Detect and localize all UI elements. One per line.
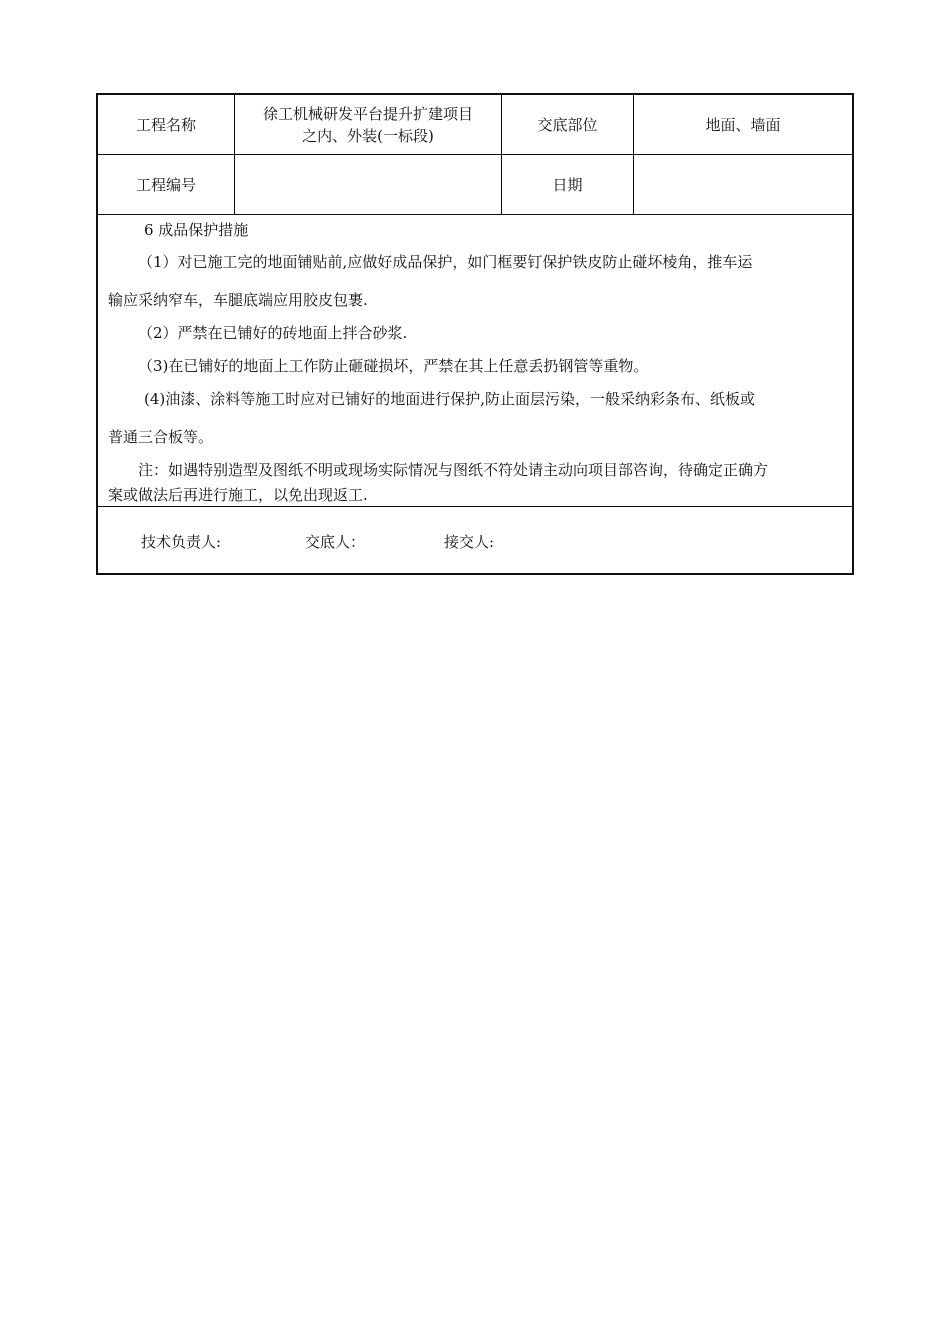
- disclosure-form-table: [96, 93, 854, 575]
- project-name-value: [235, 95, 502, 154]
- item4-line2: 普通三合板等。: [108, 428, 214, 446]
- date-value: [634, 155, 852, 214]
- item1-line1: （1）对已施工完的地面铺贴前,应做好成品保护，如门框要钉保护铁皮防止碰坏棱角，推车运: [138, 253, 753, 271]
- item4-line1: (4)油漆、涂料等施工时应对已铺好的地面进行保护,防止面层污染，一般采纳彩条布、纸板或: [144, 390, 756, 408]
- location-label: 交底部位: [502, 95, 634, 154]
- note-line1: 注：如遇特别造型及图纸不明或现场实际情况与图纸不符处请主动向项目部咨询，待确定正确方: [138, 461, 769, 479]
- project-name-line2: 之内、外装(一标段): [302, 126, 434, 145]
- project-name-label: 工程名称: [98, 95, 235, 154]
- note-line2: 案或做法后再进行施工，以免出现返工.: [108, 486, 368, 504]
- project-number-row: [98, 155, 852, 215]
- receiver-label: 接交人:: [444, 533, 495, 551]
- date-label: 日期: [502, 155, 634, 214]
- disclosure-content: [98, 215, 852, 507]
- tech-lead-label: 技术负责人:: [141, 533, 222, 551]
- item1-line2: 输应采纳窄车，车腿底端应用胶皮包裹.: [108, 291, 368, 309]
- project-number-value: [235, 155, 502, 214]
- project-name-line1: 徐工机械研发平台提升扩建项目: [262, 104, 473, 123]
- presenter-label: 交底人：: [305, 533, 366, 551]
- signature-row: [98, 507, 852, 573]
- item2: （2）严禁在已铺好的砖地面上拌合砂浆.: [138, 324, 408, 342]
- location-value: 地面、墙面: [705, 115, 781, 134]
- item3: （3)在已铺好的地面上工作防止砸碰损坏，严禁在其上任意丢扔钢管等重物。: [138, 357, 649, 375]
- project-name-row: [98, 95, 852, 155]
- project-number-label: 工程编号: [98, 155, 235, 214]
- section-title: 6 成品保护措施: [144, 221, 249, 239]
